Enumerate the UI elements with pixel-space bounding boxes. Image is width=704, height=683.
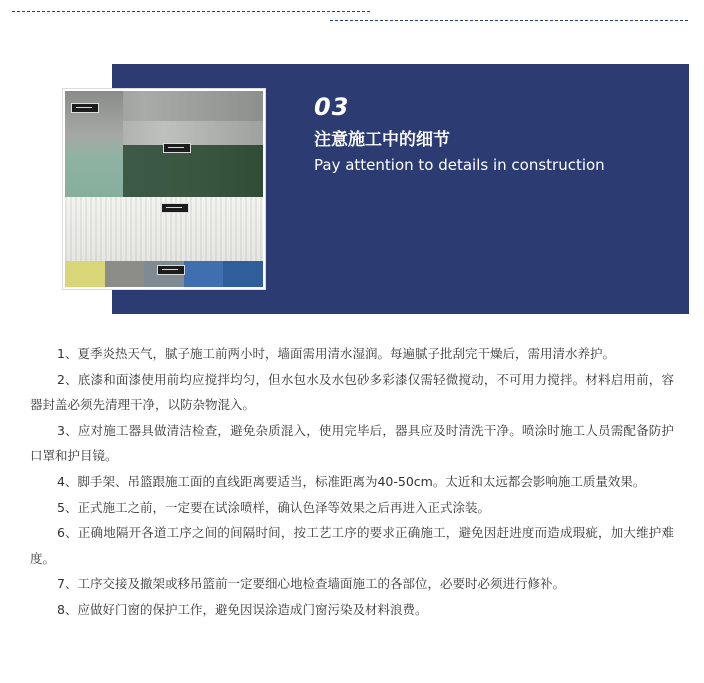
section-title-english: Pay attention to details in construction [314, 156, 605, 174]
list-item: 7、工序交接及撤架或移吊篮前一定要细心地检查墙面施工的各部位，必要时必须进行修补。 [57, 576, 565, 592]
list-item: 1、夏季炎热天气，腻子施工前两小时，墙面需用清水湿润。每遍腻子批刮完干燥后，需用清水养护。 [57, 346, 615, 361]
sample-label-tag [163, 143, 191, 153]
construction-notes-list [30, 341, 674, 623]
list-item: 5、正式施工之前，一定要在试涂喷样，确认色泽等效果之后再进入正式涂装。 [57, 499, 490, 515]
list-item: 3、应对施工器具做清洁检查，避免杂质混入，使用完毕后，器具应及时清洗干净。喷涂时施工人员需配备防护口罩和护目镜。 [30, 422, 674, 464]
decorative-dashed-line-right [330, 20, 688, 21]
sample-label-tag [71, 103, 99, 113]
list-item: 4、脚手架、吊篮跟施工面的直线距离要适当，标准距离为40-50cm。太近和太远都会影响施工质量效果。 [57, 473, 646, 489]
decorative-dashed-line-left [12, 11, 370, 12]
list-item: 8、应做好门窗的保护工作，避免因误涂造成门窗污染及材料浪费。 [57, 601, 428, 617]
sample-label-tag [157, 265, 185, 275]
list-item: 6、正确地隔开各道工序之间的间隔时间，按工艺工序的要求正确施工，避免因赶进度而造成瑕疵，加大维护难度。 [30, 525, 674, 566]
section-title-chinese: 注意施工中的细节 [314, 130, 450, 150]
sample-label-tag [161, 203, 189, 213]
section-number: 03 [314, 93, 350, 121]
list-item: 2、底漆和面漆使用前均应搅拌均匀，但水包水及水包砂多彩漆仅需轻微搅动，不可用力搅拌。材料启用前，容器封盖必须先清理干净，以防杂物混入。 [30, 371, 674, 413]
construction-photo [63, 89, 265, 289]
wall-sample-image [65, 91, 263, 287]
